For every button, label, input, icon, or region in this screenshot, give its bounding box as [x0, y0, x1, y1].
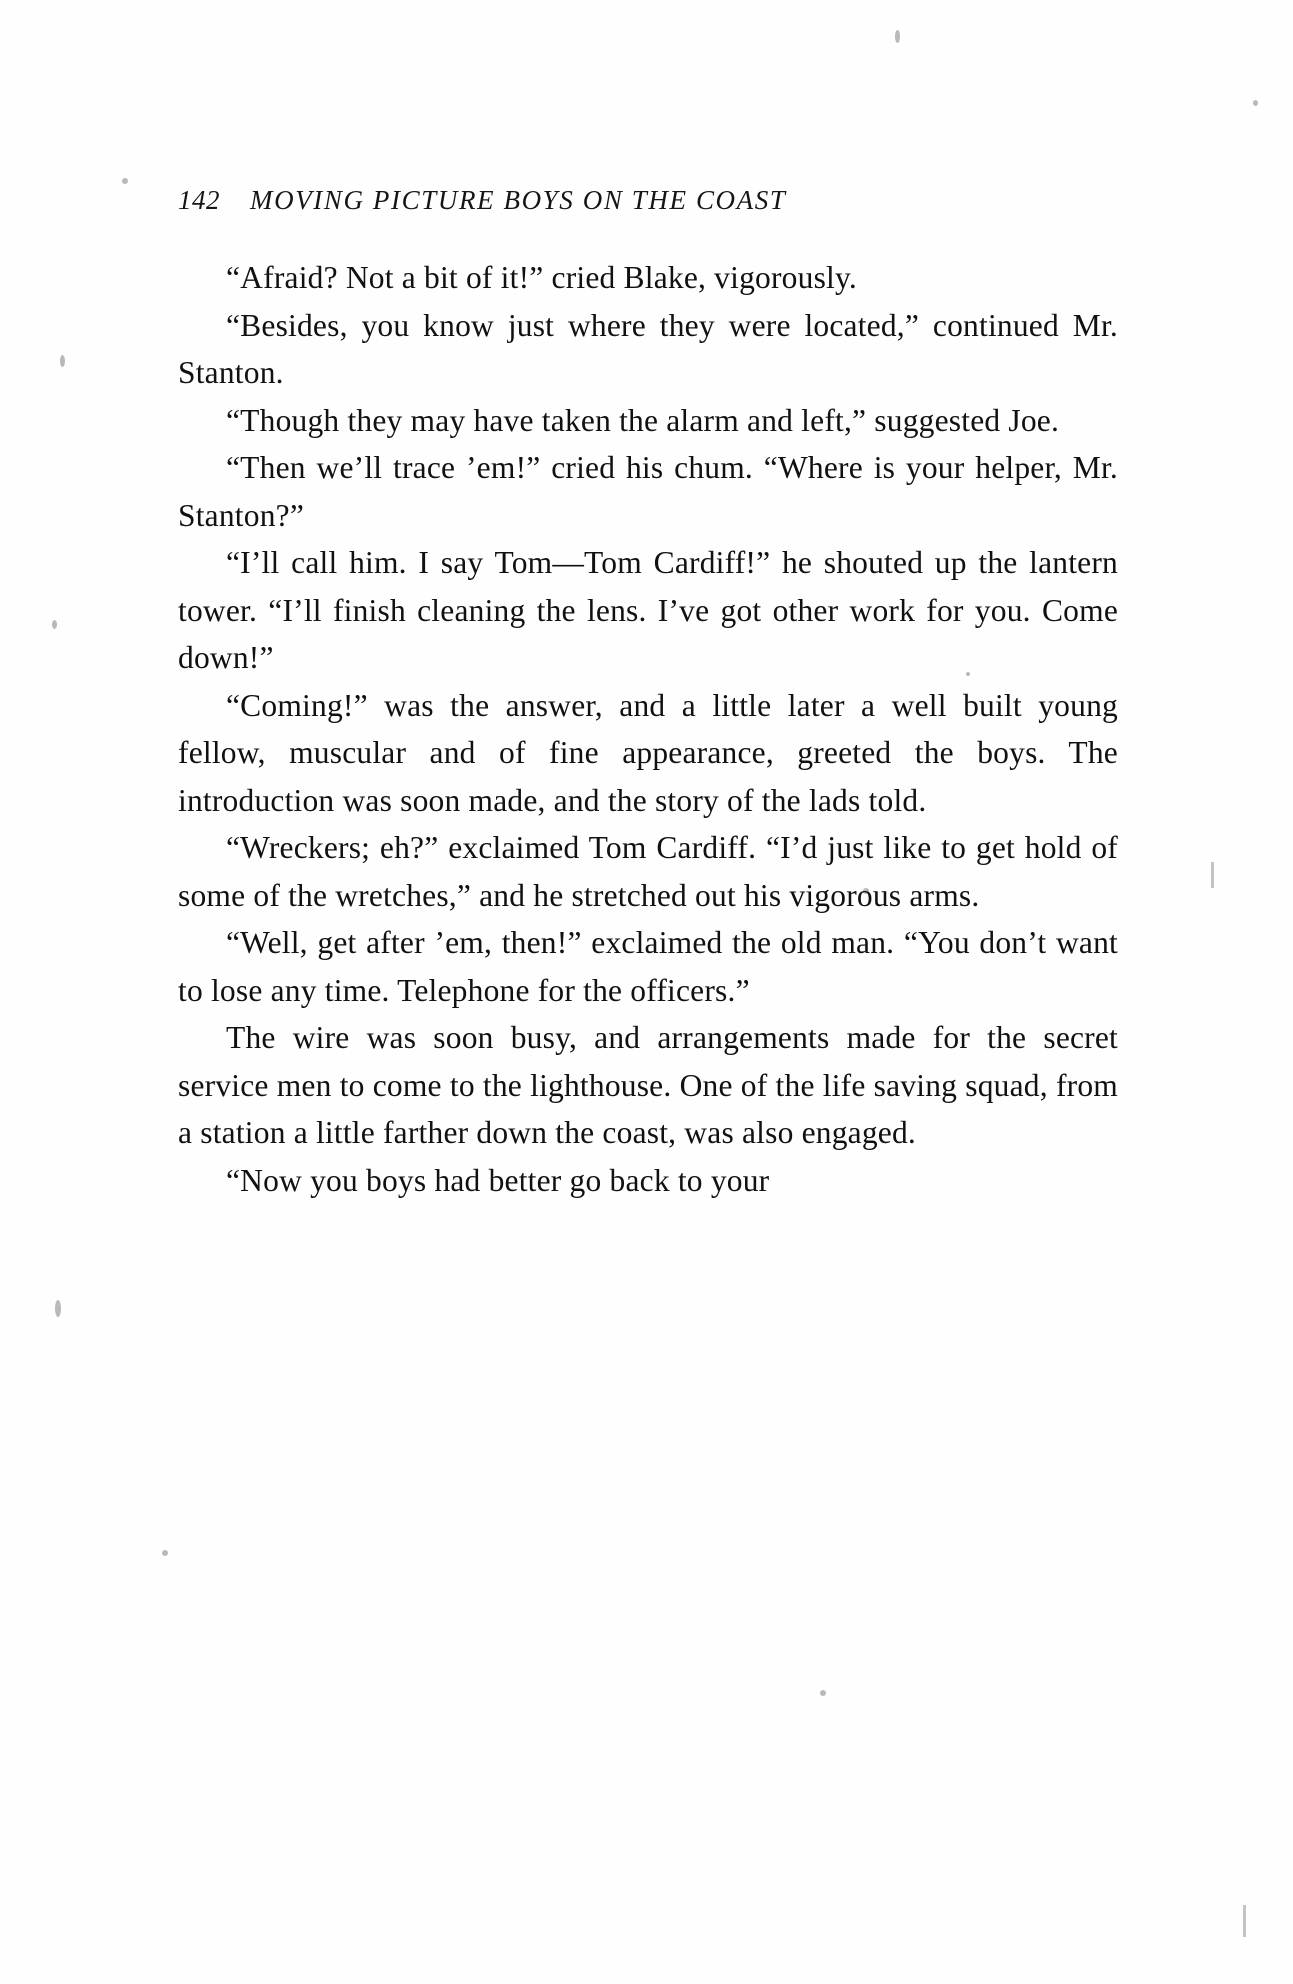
scan-speck: [52, 620, 57, 629]
paragraph: “Well, get after ’em, then!” exclaimed the old man. “You don’t want to lose any time. Telephone for the officers.”: [178, 925, 1118, 1008]
page-content: [178, 185, 1118, 1204]
scan-speck: [1211, 862, 1214, 888]
body-text: [178, 254, 1118, 1204]
paragraph: “Then we’ll trace ’em!” cried his chum. “Where is your helper, Mr. Stanton?”: [178, 450, 1118, 533]
scan-speck: [162, 1550, 168, 1556]
scan-speck: [1243, 1905, 1246, 1937]
paragraph: “Afraid? Not a bit of it!” cried Blake, vigorously.: [226, 260, 857, 295]
paragraph: “I’ll call him. I say Tom—Tom Cardiff!” he shouted up the lantern tower. “I’ll finish cleaning the lens. I’ve got other work for you. Come down!”: [178, 545, 1118, 675]
scan-speck: [122, 178, 128, 184]
page-number: 142: [178, 185, 220, 215]
paragraph: “Coming!” was the answer, and a little later a well built young fellow, muscular and of fine appearance, greeted the boys. The introduction was soon made, and the story of the lads told.: [178, 687, 1118, 818]
scan-speck: [55, 1300, 61, 1317]
scan-speck: [895, 30, 900, 43]
running-title: MOVING PICTURE BOYS ON THE COAST: [250, 185, 787, 215]
paragraph: The wire was soon busy, and arrangements made for the secret service men to come to the lighthouse. One of the life saving squad, from a station a little farther down the coast, was also engaged.: [178, 1020, 1118, 1150]
scan-speck: [820, 1690, 826, 1696]
paragraph: “Now you boys had better go back to your: [226, 1162, 770, 1198]
paragraph: “Wreckers; eh?” exclaimed Tom Cardiff. “I’d just like to get hold of some of the wretches,” and he stretched out his vigorous arms.: [178, 830, 1118, 913]
paragraph: “Though they may have taken the alarm and left,” suggested Joe.: [226, 402, 1060, 438]
running-head: [178, 185, 1118, 216]
scan-speck: [60, 355, 65, 367]
paragraph: “Besides, you know just where they were located,” continued Mr. Stanton.: [178, 307, 1118, 390]
scan-speck: [1253, 100, 1258, 106]
